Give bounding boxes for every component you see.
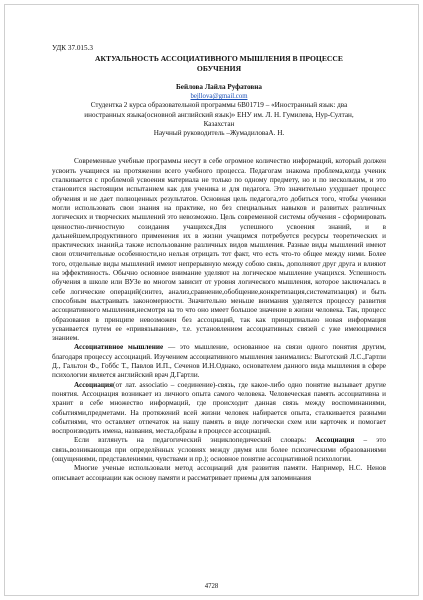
paragraph-association-text: (от лат. associatio – соединение)-связь, где какое-либо одно понятие вызывает другие понятия. Ассоциация возникает из личного опыта самого человека. Человеческая память ассоциативна и хранит в себе множество информаций, где происходит данная связь между воспоминаниями, событиями,предметами. На протяжений всей жизни человек набирается опыта, сталкивается разными событиями, что оставляет отпечаток на нашу память в виде логически схем или карточек и помогает воспроизводить имена, названия, места,образы в процессе ассоциаций. bbox=[52, 380, 386, 436]
article-content bbox=[52, 44, 386, 483]
affiliation-line-1: Студентка 2 курса образовательной программы 6В01719 – «Иностранный язык: два bbox=[90, 101, 348, 110]
paragraph-dictionary-text: – это связь,возникающая при определённых условиях между двумя или более психическими образованиями (ощущениями, представлениями, чувствами и пр.); основное понятие ассоциативной психологии. bbox=[52, 436, 386, 463]
term-association-dictionary: Ассоциация bbox=[315, 436, 355, 445]
title-line-2: ОБУЧЕНИЯ bbox=[196, 63, 242, 73]
paragraph-dictionary bbox=[52, 436, 386, 464]
affiliation-line-2: иностранных языка(основной английский язык)» ЕНУ им. Л. Н. Гумилева, Нур-Султан, bbox=[84, 110, 354, 119]
author-affiliation bbox=[52, 101, 386, 138]
article-title bbox=[52, 54, 386, 72]
page-number: 4728 bbox=[204, 583, 219, 590]
udk-code: УДК 37.015.3 bbox=[52, 44, 94, 52]
supervisor: Научный руководитель –ЖумадиловаА. Н. bbox=[153, 129, 285, 138]
author-email-link[interactable]: bejllova@gmail.com bbox=[190, 93, 248, 100]
paragraph-association bbox=[52, 381, 386, 437]
paragraph-memory-methods: Многие ученые использовали метод ассоциаций для развития памяти. Например, Н.С. Ненов описывает ассоциации как основу памяти и рассматривает приемы для запоминания bbox=[52, 464, 386, 482]
author-name: Бейлова Лайла Руфатовна bbox=[176, 82, 262, 91]
term-association: Ассоциация bbox=[74, 380, 114, 389]
title-line-1: АКТУАЛЬНОСТЬ АССОЦИАТИВНОГО МЫШЛЕНИЯ В ПРОЦЕССЕ bbox=[95, 54, 343, 64]
term-associative-thinking: Ассоциативное мышление bbox=[74, 343, 164, 352]
affiliation-line-3: Казахстан bbox=[203, 119, 235, 128]
paragraph-intro: Современные учебные программы несут в себе огромное количество информаций, который должен усвоить учащиеся на протяжении всего учебного процесса. Педагогам знакома проблема,когда ученик сталкивается с проблемой усвоения материала не только по одному предмету, но и по нескольким, и это становится настоящим испытанием как для ученика и для педагога. Это значительно ухудшает процесс обучения и не дает полноценных результатов. Основная цель педагога,это добиться того, чтобы ученики могли использовать свои знания на практике, но без специальных навыков и развитых различных логических и творческих мышлений это невозможно. Цель современной системы обучения - сформировать ценностно-личностную созидания учащихся.Для успешного усвоения знаний, и в дальнейшем,продуктивного применения их в жизни учащимся потребуется ресурсы теоретических и практических знаний,а также использование различных видов мышления. Разные виды мышлений имеют свои отличительные особенности,но нельзя отрицать тот факт, что есть что-то общее между ними. Более того, отдельные виды мышлений имеют непрерывную между собою связь, дополняют друг друга и влияют на эффективность. Обычно основное внимание уделяют на логическое мышление учащихся. Успешность обучения в школе или ВУЗе во многом зависит от уровня логического мышления, которое заключалась в себе логические операций(синтез, анализ,сравнение,обобщение,конкретизация,систематизация) и быть способным выстраивать закономерности. Значительно меньше внимания уделяется процессу развития ассоциативного мышления,несмотря на то что оно имеет большое значение в жизни человека. Так, процесс образования в принципе невозможен без ассоциаций, так как принципиально новая информация усваивается путем ее «привязывания», т.е. установлением ассоциативных связей с уже имеющимися знанием. bbox=[52, 157, 386, 343]
paragraph-associative-thinking-text: — это мышление, основанное на связи одного понятия другим, благодаря процессу ассоциаций. Изучением ассоциативного мышления занимались: Выготский Л.С.,Гартли Д., Гальтон Ф., Гоббс Т., Павлов И.П., Сеченов И.Н.Однако, основателем данного вида мышления в сфере психологии является английский врач Д.Гартли. bbox=[52, 343, 386, 380]
paragraph-dictionary-lead: Если взглянуть на педагогический энциклопедический словарь: bbox=[74, 436, 316, 445]
paragraph-associative-thinking bbox=[52, 343, 386, 380]
